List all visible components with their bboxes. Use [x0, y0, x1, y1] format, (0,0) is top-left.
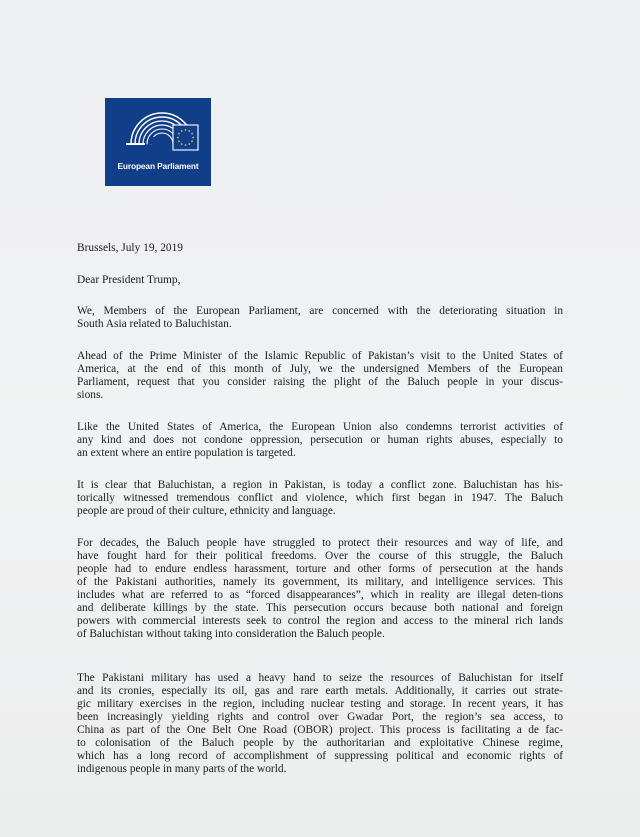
paragraph-5-line-8: of Baluchistan without taking into consideration the Baluch people. — [77, 628, 385, 640]
logo-caption: European Parliament — [117, 161, 199, 171]
paragraph-6-line-3: gic military exercises in the region, including nuclear testing and storage. In recent years, it has — [77, 698, 564, 710]
paragraph-5-line-6: and deliberate killings by the state. This persecution occurs because both national and foreign — [77, 602, 563, 614]
paragraph-6-line-2: and its cronies, especially its oil, gas and rare earth metals. Additionally, it carries out strate- — [77, 685, 563, 697]
letter-salutation: Dear President Trump, — [77, 274, 181, 286]
paragraph-4-line-2: torically witnessed tremendous conflict and violence, which first began in 1947. The Baluch — [77, 492, 564, 504]
paragraph-5-line-7: powers with commercial interests seek to control the region and access to the mineral rich lands — [77, 615, 564, 627]
paragraph-5-line-4: of the Pakistani authorities, namely its government, its military, and intelligence services. This — [77, 576, 563, 588]
paragraph-6-line-7: which has a long record of accomplishment of suppressing political and economic rights of — [77, 750, 564, 762]
european-parliament-logo — [105, 98, 211, 186]
paragraph-5-line-5: includes what are referred to as “forced disappearances”, which in reality are illegal deten-tions — [77, 589, 563, 601]
hemicycle-icon — [105, 98, 211, 186]
paragraph-1-line-1: We, Members of the European Parliament, are concerned with the deteriorating situation in — [77, 305, 564, 317]
paragraph-6-line-1: The Pakistani military has used a heavy hand to seize the resources of Baluchistan for itself — [77, 672, 564, 684]
paragraph-2-line-1: Ahead of the Prime Minister of the Islamic Republic of Pakistan’s visit to the United States of — [77, 350, 563, 362]
paragraph-3-line-3: an extent where an entire population is targeted. — [77, 447, 296, 459]
paragraph-4-line-1: It is clear that Baluchistan, a region in Pakistan, is today a conflict zone. Baluchistan has his- — [77, 479, 563, 491]
paragraph-2-line-2: America, at the end of this month of July, we the undersigned Members of the European — [77, 363, 563, 375]
paragraph-5-line-3: people had to endure endless harassment, torture and other forms of persecution at the hands — [77, 563, 564, 575]
paragraph-2-line-4: sions. — [77, 389, 104, 401]
paragraph-3-line-1: Like the United States of America, the European Union also condemns terrorist activities of — [77, 421, 564, 433]
paragraph-4-line-3: people are proud of their culture, ethnicity and language. — [77, 505, 336, 517]
paragraph-3-line-2: any kind and does not condone oppression, persecution or human rights abuses, especially to — [77, 434, 563, 446]
paragraph-6-line-8: indigenous people in many parts of the world. — [77, 763, 287, 775]
paragraph-5-line-2: have fought hard for their political freedoms. Over the course of this struggle, the Baluch — [77, 550, 563, 562]
paragraph-2-line-3: Parliament, request that you consider raising the plight of the Baluch people in your discus- — [77, 376, 563, 388]
paragraph-6-line-4: been increasingly yielding rights and control over Gwadar Port, the region’s sea access, to — [77, 711, 564, 723]
paragraph-6-line-6: to colonisation of the Baluch people by the authoritarian and exploitative Chinese regime, — [77, 737, 563, 749]
paragraph-6-line-5: China as part of the One Belt One Road (OBOR) project. This process is facilitating a de fac- — [77, 724, 564, 736]
paragraph-5-line-1: For decades, the Baluch people have struggled to protect their resources and way of life, and — [77, 537, 563, 549]
letter-date: Brussels, July 19, 2019 — [77, 242, 184, 254]
paragraph-1-line-2: South Asia related to Baluchistan. — [77, 318, 232, 330]
